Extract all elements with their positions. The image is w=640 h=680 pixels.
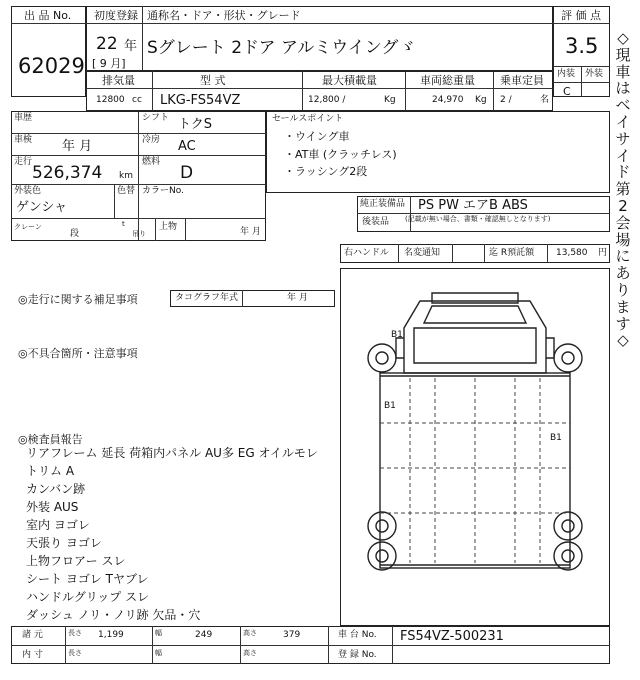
first-reg-label: 初度登録 — [94, 9, 138, 22]
gross-weight-unit: Kg — [475, 95, 487, 105]
capacity-label: 乗車定員 — [500, 74, 544, 87]
damage-mark: B1 — [550, 433, 562, 443]
vehicle-title: Sグレート 2ドア アルミウイングゞ — [147, 38, 416, 58]
ac-value: AC — [178, 139, 196, 154]
fuel-value: D — [180, 163, 194, 183]
report-line: トリム A — [26, 464, 75, 478]
registration-label: 登 録 No. — [338, 650, 377, 660]
inspection-value: 年 月 — [62, 139, 93, 154]
crane-lift: 吊り — [132, 230, 146, 238]
exterior-grade-label: 外装 — [585, 69, 604, 79]
shift-label: シフト — [142, 113, 170, 123]
report-line: 室内 ヨゴレ — [26, 518, 90, 532]
sales-point-2: ・AT車 (クラッチレス) — [284, 148, 397, 161]
interior-width-label: 幅 — [155, 649, 162, 657]
report-line: カンバン跡 — [26, 482, 86, 496]
sales-point-1: ・ウイング車 — [284, 130, 350, 143]
width-label: 幅 — [155, 629, 162, 637]
gross-weight-value: 24,970 — [432, 95, 464, 105]
handle-side: 右ハンドル — [344, 248, 390, 258]
truck-diagram — [340, 268, 610, 626]
crane-ton: t — [122, 220, 125, 228]
equipment-note: (記載が無い場合、書類・確認無しとなります) — [405, 215, 551, 223]
dims-label: 諸 元 — [22, 630, 43, 640]
interior-grade-label: 内装 — [557, 69, 576, 79]
grade-value: 3.5 — [565, 34, 599, 58]
interior-height-label: 高さ — [243, 649, 257, 657]
name-label: 通称名・ドア・形状・グレード — [147, 9, 301, 22]
height-value: 379 — [283, 630, 301, 640]
aftermarket-label: 後装品 — [362, 217, 390, 227]
crane-stage: 段 — [70, 229, 80, 239]
damage-mark: B1 — [384, 401, 396, 411]
name-change-label: 名変通知 — [404, 248, 441, 258]
mileage-value: 526,374 — [32, 163, 103, 183]
reg-year-unit: 年 — [124, 39, 138, 54]
mileage-unit: km — [119, 171, 133, 181]
interior-length-label: 長さ — [68, 649, 82, 657]
damage-mark: B1 — [391, 330, 403, 340]
mileage-label: 走行 — [14, 157, 33, 167]
color-no-label: カラーNo. — [142, 186, 184, 196]
displacement-value: 12800 — [96, 95, 125, 105]
ac-label: 冷房 — [142, 135, 161, 145]
supplement-label: ◎走行に関する補足事項 — [18, 293, 138, 306]
crane-label: クレーン — [14, 223, 42, 231]
color-label: 外装色 — [14, 186, 42, 196]
body-date: 年 月 — [240, 227, 261, 237]
report-line: 天張り ヨゴレ — [26, 536, 102, 550]
length-value: 1,199 — [98, 630, 124, 640]
inspector-label: ◎検査員報告 — [18, 433, 83, 446]
length-label: 長さ — [68, 629, 82, 637]
tacho-value: 年 月 — [287, 293, 308, 303]
recycle-label: 迄 R預託額 — [489, 248, 535, 258]
recycle-unit: 円 — [598, 248, 608, 258]
capacity-value: 2 / — [500, 95, 512, 105]
interior-dims-label: 内 寸 — [22, 650, 43, 660]
sales-point-3: ・ラッシング2段 — [284, 165, 368, 178]
fuel-label: 燃料 — [142, 157, 161, 167]
inspector-report — [26, 447, 318, 627]
interior-grade-value: C — [563, 85, 571, 98]
side-notice: ◇ 現 車 は ベ イ サ イ ド 第 2 会 場 に あ り ま す ◇ — [615, 29, 631, 350]
report-line: リアフレーム 延長 荷箱内パネル AU多 EG オイルモレ — [26, 446, 318, 460]
sales-point-label: セールスポイント — [272, 114, 344, 124]
color-value: ゲンシャ — [16, 200, 68, 215]
equipment-label: 純正装備品 — [360, 199, 406, 209]
chassis-label: 車 台 No. — [338, 630, 377, 640]
max-load-value: 12,800 / — [308, 95, 346, 105]
report-line: ハンドルグリップ スレ — [26, 590, 150, 604]
chassis-value: FS54VZ-500231 — [400, 629, 504, 644]
report-line: 上物フロアー スレ — [26, 554, 126, 568]
lot-number: 62029 — [18, 54, 85, 78]
reg-year: 22 — [96, 34, 118, 54]
color-change-label: 色替 — [117, 186, 136, 196]
width-value: 249 — [195, 630, 213, 640]
reg-month: [ 9 月] — [92, 57, 126, 70]
capacity-unit: 名 — [540, 95, 550, 105]
recycle-value: 13,580 — [556, 248, 588, 258]
max-load-unit: Kg — [384, 95, 396, 105]
report-line: シート ヨゴレ Tヤブレ — [26, 572, 149, 586]
body-label: 上物 — [159, 222, 178, 232]
max-load-label: 最大積載量 — [322, 74, 377, 87]
defect-label: ◎不具合箇所・注意事項 — [18, 347, 138, 360]
shift-value: トクS — [178, 117, 212, 132]
report-line: ダッシュ ノリ・ノリ跡 欠品・穴 — [26, 608, 201, 622]
equipment-value: PS PW エアB ABS — [418, 198, 528, 213]
displacement-unit: cc — [132, 95, 142, 105]
inspection-label: 車検 — [14, 135, 33, 145]
tacho-label: タコグラフ年式 — [175, 293, 239, 303]
history-label: 車歴 — [14, 113, 33, 123]
displacement-label: 排気量 — [102, 74, 135, 87]
model-label: 型 式 — [200, 74, 226, 87]
report-line: 外装 AUS — [26, 500, 79, 514]
model-value: LKG-FS54VZ — [160, 93, 241, 108]
grade-label: 評 価 点 — [561, 9, 601, 22]
lot-label: 出 品 No. — [24, 9, 72, 22]
height-label: 高さ — [243, 629, 257, 637]
gross-weight-label: 車両総重量 — [420, 74, 475, 87]
spec-row — [86, 71, 553, 111]
